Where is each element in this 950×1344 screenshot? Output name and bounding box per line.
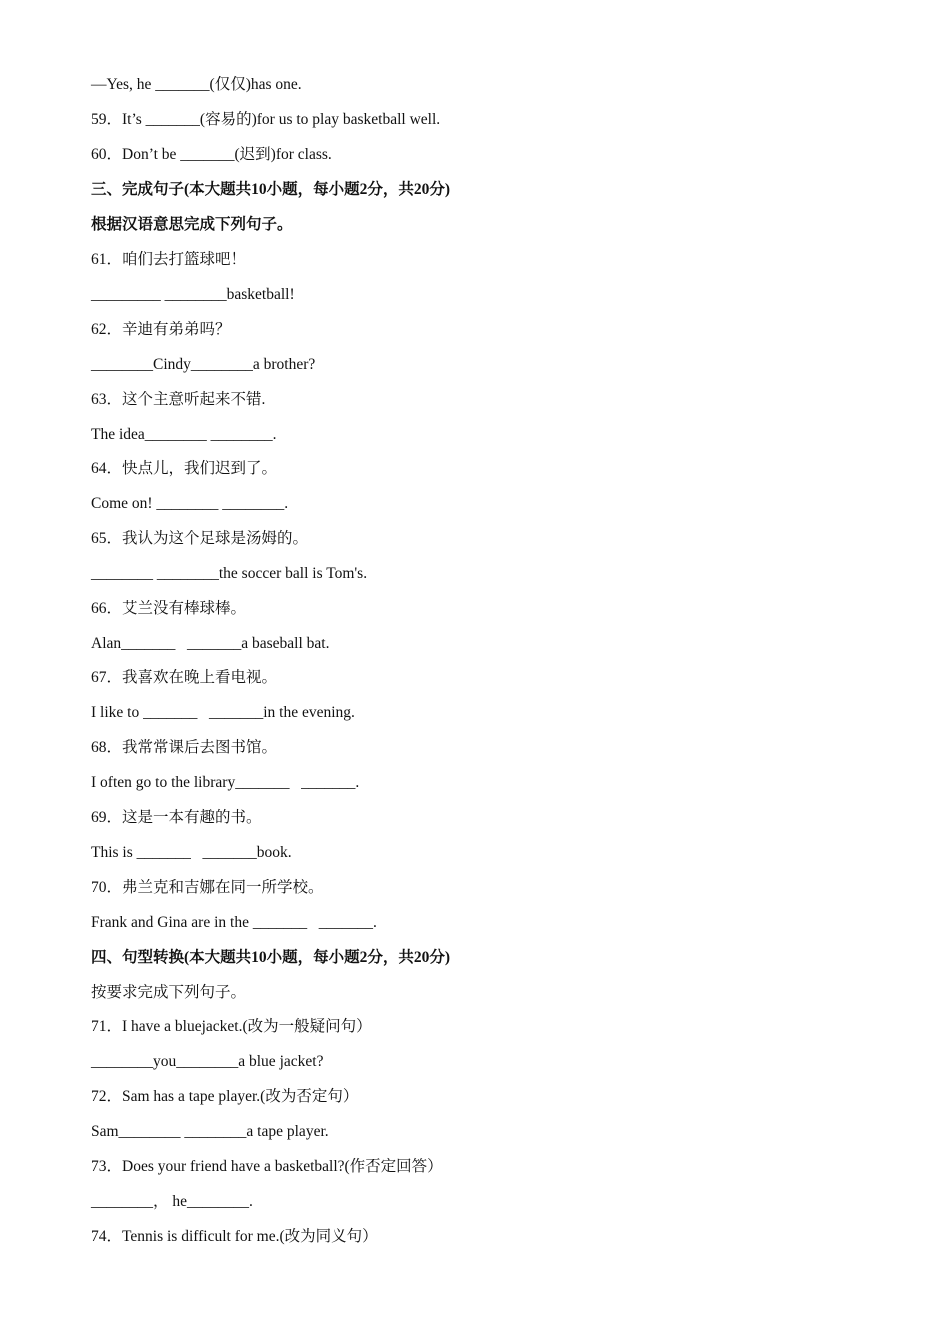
answer-line-64: Come on! ________ ________. <box>91 495 289 512</box>
answer-line-72: Sam________ ________a tape player. <box>91 1123 329 1140</box>
answer-line-68: I often go to the library_______ _______. <box>91 774 360 791</box>
question-74: 74．Tennis is difficult for me.(改为同义句） <box>91 1228 378 1245</box>
question-59: 59．It’s _______(容易的)for us to play basketball well. <box>91 111 441 128</box>
question-62: 62．辛迪有弟弟吗？ <box>91 321 231 338</box>
section-instruction-3: 根据汉语意思完成下列句子。 <box>91 216 293 233</box>
answer-line-65: ________ ________the soccer ball is Tom's. <box>91 565 368 582</box>
question-63: 63．这个主意听起来不错. <box>91 391 266 408</box>
answer-line-71: ________you________a blue jacket? <box>91 1053 324 1070</box>
answer-line-58: —Yes, he _______(仅仅)has one. <box>91 76 302 93</box>
question-71: 71．I have a bluejacket.(改为一般疑问句） <box>91 1018 372 1035</box>
question-64: 64．快点儿，我们迟到了。 <box>91 460 278 477</box>
section-instruction-4: 按要求完成下列句子。 <box>91 984 247 1001</box>
answer-line-63: The idea________ ________. <box>91 426 277 443</box>
question-72: 72．Sam has a tape player.(改为否定句） <box>91 1088 359 1105</box>
question-68: 68．我常常课后去图书馆。 <box>91 739 278 756</box>
answer-line-62: ________Cindy________a brother? <box>91 356 316 373</box>
answer-line-67: I like to _______ _______in the evening. <box>91 704 355 721</box>
question-73: 73．Does your friend have a basketball?(作否定回答） <box>91 1158 443 1175</box>
answer-line-70: Frank and Gina are in the _______ _______. <box>91 914 377 931</box>
question-67: 67．我喜欢在晚上看电视。 <box>91 669 278 686</box>
question-61: 61．咱们去打篮球吧！ <box>91 251 247 268</box>
question-60: 60．Don’t be _______(迟到)for class. <box>91 146 332 163</box>
question-69: 69．这是一本有趣的书。 <box>91 809 262 826</box>
section-heading-3: 三、完成句子(本大题共10小题，每小题2分，共20分) <box>91 181 451 198</box>
question-65: 65．我认为这个足球是汤姆的。 <box>91 530 309 547</box>
section-heading-4: 四、句型转换(本大题共10小题，每小题2分，共20分) <box>91 949 451 966</box>
answer-line-73: ________， he________. <box>91 1193 253 1210</box>
answer-line-66: Alan_______ _______a baseball bat. <box>91 635 330 652</box>
answer-line-61: _________ ________basketball! <box>91 286 295 303</box>
question-70: 70．弗兰克和吉娜在同一所学校。 <box>91 879 324 896</box>
question-66: 66．艾兰没有棒球棒。 <box>91 600 247 617</box>
answer-line-69: This is _______ _______book. <box>91 844 292 861</box>
